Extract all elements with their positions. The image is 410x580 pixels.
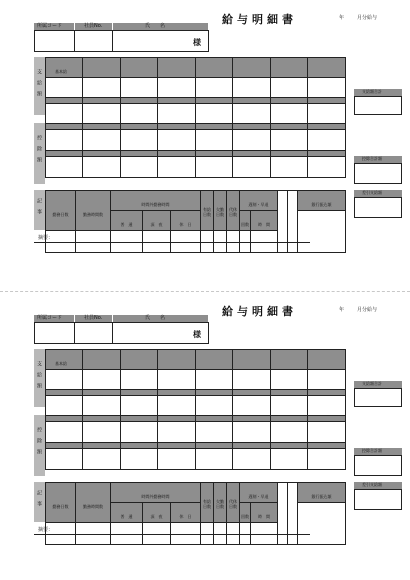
- payments-section-label: 支給額: [34, 349, 45, 407]
- name-header: 氏 名: [113, 315, 208, 322]
- pay-cell[interactable]: [308, 370, 346, 390]
- dept-code-field[interactable]: [34, 322, 75, 344]
- total-pay-field[interactable]: [354, 388, 402, 407]
- attendance-grid: [45, 190, 346, 253]
- deduction-cell[interactable]: [270, 422, 308, 443]
- absence-label: 欠勤日数: [216, 207, 225, 217]
- work-days-label: 勤務日数: [52, 212, 69, 217]
- payments-grid: [45, 349, 346, 416]
- pay-cell[interactable]: [83, 396, 121, 416]
- pay-cell[interactable]: [270, 78, 308, 98]
- late-early-label: 遅刻・早退: [248, 202, 269, 207]
- dept-code-field[interactable]: [34, 30, 75, 52]
- deduction-cell[interactable]: [158, 422, 196, 443]
- pay-cell[interactable]: [120, 396, 158, 416]
- deduction-cell[interactable]: [308, 157, 346, 178]
- net-pay-field[interactable]: [354, 197, 402, 218]
- deduction-cell[interactable]: [83, 130, 121, 151]
- bank-transfer-field[interactable]: [298, 211, 346, 253]
- late-early-label: 遅刻・早退: [248, 494, 269, 499]
- year-label: 年: [339, 15, 345, 21]
- total-pay-field[interactable]: [354, 96, 402, 115]
- spare-cell[interactable]: [288, 483, 298, 545]
- deduction-cell[interactable]: [120, 449, 158, 470]
- payments-section-label: 支給額: [34, 57, 45, 115]
- deduction-cell[interactable]: [120, 422, 158, 443]
- deduction-cell[interactable]: [120, 130, 158, 151]
- deduction-cell[interactable]: [46, 157, 83, 178]
- basic-pay-label: 基本給: [55, 361, 67, 366]
- paid-leave-label: 有給日数: [203, 207, 212, 217]
- pay-cell[interactable]: [120, 78, 158, 98]
- deduction-cell[interactable]: [46, 422, 83, 443]
- pay-cell[interactable]: [83, 78, 121, 98]
- name-field[interactable]: [112, 30, 209, 52]
- payments-grid: [45, 57, 346, 124]
- net-pay-field[interactable]: [354, 489, 402, 510]
- total-deduction-header: 控除合計額: [354, 156, 402, 163]
- spare-cell[interactable]: [278, 191, 288, 253]
- paid-leave-label: 有給日数: [203, 499, 212, 509]
- deduction-cell[interactable]: [233, 130, 271, 151]
- deductions-section-label: 控除額: [34, 123, 45, 184]
- deduction-cell[interactable]: [195, 449, 233, 470]
- deduction-cell[interactable]: [270, 130, 308, 151]
- records-section-label: 記事: [34, 482, 45, 522]
- pay-cell[interactable]: [83, 104, 121, 124]
- remarks-line[interactable]: [34, 242, 310, 243]
- dept-code-header: 所属コード: [34, 23, 74, 30]
- deduction-cell[interactable]: [233, 449, 271, 470]
- basic-pay-label: 基本給: [55, 69, 67, 74]
- dept-code-header: 所属コード: [34, 315, 74, 322]
- attendance-grid: [45, 482, 346, 545]
- year-label: 年: [339, 307, 345, 313]
- pay-cell[interactable]: [195, 396, 233, 416]
- deduction-cell[interactable]: [83, 422, 121, 443]
- pay-cell[interactable]: [120, 104, 158, 124]
- total-deduction-header: 控除合計額: [354, 448, 402, 455]
- count-label: 回数: [241, 514, 250, 519]
- month-label: 月分給与: [357, 307, 378, 313]
- pay-cell[interactable]: [270, 370, 308, 390]
- total-deduction-field[interactable]: [354, 455, 402, 476]
- deduction-cell[interactable]: [195, 130, 233, 151]
- remarks-label: 摘要：: [38, 527, 54, 533]
- honorific: 様: [193, 329, 201, 339]
- deduction-cell[interactable]: [308, 130, 346, 151]
- work-hours-label: 勤務時間数: [83, 504, 103, 509]
- pay-cell[interactable]: [46, 396, 83, 416]
- total-pay-header: 支給額合計: [354, 89, 402, 96]
- count-label: 回数: [241, 222, 250, 227]
- pay-cell[interactable]: [270, 104, 308, 124]
- deduction-cell[interactable]: [233, 157, 271, 178]
- deduction-cell[interactable]: [195, 157, 233, 178]
- pay-cell[interactable]: [233, 104, 271, 124]
- pay-cell[interactable]: [233, 396, 271, 416]
- pay-cell[interactable]: [233, 78, 271, 98]
- deduction-cell[interactable]: [83, 449, 121, 470]
- deduction-cell[interactable]: [270, 157, 308, 178]
- work-hours-label: 勤務時間数: [83, 212, 103, 217]
- pay-cell[interactable]: [158, 78, 196, 98]
- deduction-cell[interactable]: [120, 157, 158, 178]
- name-header: 氏 名: [113, 23, 208, 30]
- net-pay-header: 差引支給額: [354, 190, 402, 197]
- pay-cell[interactable]: [308, 104, 346, 124]
- holiday-label: 休 日: [179, 222, 192, 227]
- month-label: 月分給与: [357, 15, 378, 21]
- pay-cell[interactable]: [195, 370, 233, 390]
- remarks-label: 摘要：: [38, 235, 54, 241]
- work-days-label: 勤務日数: [52, 504, 69, 509]
- pay-cell[interactable]: [308, 78, 346, 98]
- deduction-cell[interactable]: [83, 157, 121, 178]
- deduction-cell[interactable]: [158, 130, 196, 151]
- slip-title: 給与明細書: [222, 13, 297, 26]
- deduction-cell[interactable]: [158, 157, 196, 178]
- pay-cell[interactable]: [195, 104, 233, 124]
- pay-cell[interactable]: [120, 370, 158, 390]
- payslip-1: [0, 0, 410, 260]
- spare-cell[interactable]: [288, 191, 298, 253]
- emp-no-header: 社員No.: [75, 315, 112, 322]
- deduction-cell[interactable]: [270, 449, 308, 470]
- emp-no-field[interactable]: [74, 30, 113, 52]
- bank-transfer-label: 銀行振込額: [311, 494, 332, 499]
- slip-title: 給与明細書: [222, 305, 297, 318]
- pay-cell[interactable]: [195, 78, 233, 98]
- hours-label: 時 間: [258, 222, 271, 227]
- deductions-grid: [45, 415, 346, 470]
- absence-label: 欠勤日数: [216, 499, 225, 509]
- regular-label: 普 通: [120, 514, 133, 519]
- pay-cell[interactable]: [158, 104, 196, 124]
- spare-cell[interactable]: [278, 483, 288, 545]
- honorific: 様: [193, 37, 201, 47]
- pay-cell[interactable]: [158, 396, 196, 416]
- deduction-cell[interactable]: [233, 422, 271, 443]
- deduction-cell[interactable]: [158, 449, 196, 470]
- pay-cell[interactable]: [308, 396, 346, 416]
- name-field[interactable]: [112, 322, 209, 344]
- deduction-cell[interactable]: [46, 449, 83, 470]
- overtime-label: 時間外勤務時間: [141, 202, 170, 207]
- pay-cell[interactable]: [158, 370, 196, 390]
- deductions-section-label: 控除額: [34, 415, 45, 476]
- emp-no-header: 社員No.: [75, 23, 112, 30]
- bank-transfer-label: 銀行振込額: [311, 202, 332, 207]
- substitute-label: 代休日数: [229, 207, 238, 217]
- hours-label: 時 間: [258, 514, 271, 519]
- deduction-cell[interactable]: [195, 422, 233, 443]
- net-pay-header: 差引支給額: [354, 482, 402, 489]
- overtime-label: 時間外勤務時間: [141, 494, 170, 499]
- payslip-2: [0, 292, 410, 552]
- total-pay-header: 支給額合計: [354, 381, 402, 388]
- pay-cell[interactable]: [46, 78, 83, 98]
- records-section-label: 記事: [34, 190, 45, 230]
- pay-cell[interactable]: [46, 370, 83, 390]
- emp-no-field[interactable]: [74, 322, 113, 344]
- total-deduction-field[interactable]: [354, 163, 402, 184]
- holiday-label: 休 日: [179, 514, 192, 519]
- pay-cell[interactable]: [270, 396, 308, 416]
- late-night-label: 深 夜: [150, 514, 163, 519]
- pay-cell[interactable]: [233, 370, 271, 390]
- deduction-cell[interactable]: [308, 449, 346, 470]
- pay-cell[interactable]: [46, 104, 83, 124]
- deduction-cell[interactable]: [308, 422, 346, 443]
- late-night-label: 深 夜: [150, 222, 163, 227]
- remarks-line[interactable]: [34, 534, 310, 535]
- bank-transfer-field[interactable]: [298, 503, 346, 545]
- pay-cell[interactable]: [83, 370, 121, 390]
- deductions-grid: [45, 123, 346, 178]
- substitute-label: 代休日数: [229, 499, 238, 509]
- regular-label: 普 通: [120, 222, 133, 227]
- deduction-cell[interactable]: [46, 130, 83, 151]
